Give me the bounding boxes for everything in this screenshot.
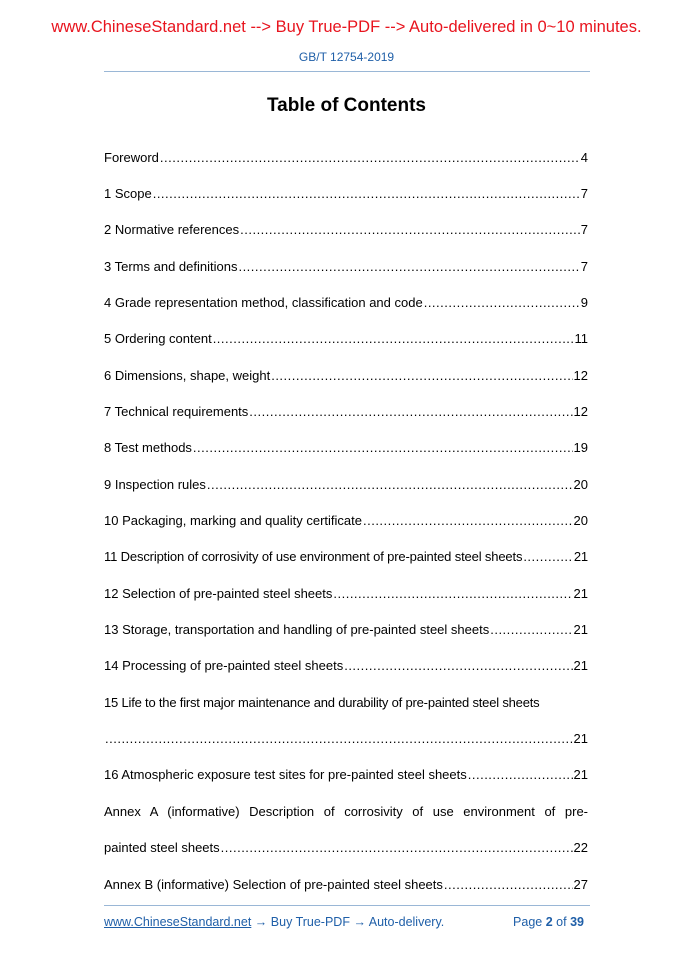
toc-entry-label-line	[104, 840, 588, 862]
toc-entry-page: 20	[573, 513, 588, 528]
toc-entry-label: 7 Technical requirements	[104, 404, 249, 419]
toc-leader-dots	[468, 767, 573, 782]
toc-entry-label: 4 Grade representation method, classification and code	[104, 295, 423, 310]
toc-entry-inspection-rules[interactable]	[104, 477, 588, 499]
toc-entry-grade-representation[interactable]	[104, 295, 588, 317]
page-indicator	[513, 915, 584, 929]
toc-entry-technical-requirements[interactable]	[104, 404, 588, 426]
toc-entry-page: 21	[573, 586, 588, 601]
toc-entry-label: 8 Test methods	[104, 440, 192, 455]
toc-entry-page: 20	[573, 477, 588, 492]
toc-leader-dots	[344, 658, 572, 673]
toc-entry-label: 2 Normative references	[104, 222, 240, 237]
toc-leader-dots	[213, 331, 574, 346]
toc-entry-dimensions[interactable]	[104, 368, 588, 390]
toc-entry-label-line: Annex A (informative) Description of corrosivity of use environment of pre-	[104, 804, 588, 819]
toc-entry-processing[interactable]	[104, 658, 588, 680]
toc-entry-storage[interactable]	[104, 622, 588, 644]
toc-entry-label: Foreword	[104, 150, 159, 165]
page-word: Page	[513, 915, 543, 929]
toc-leader-dots	[193, 440, 573, 455]
toc-leader-dots	[221, 840, 573, 855]
toc-entry-label: painted steel sheets	[104, 840, 220, 855]
toc-leader-dots	[238, 259, 579, 274]
toc-entry-leader-line	[104, 731, 588, 753]
toc-leader-dots	[249, 404, 572, 419]
toc-leader-dots	[271, 368, 572, 383]
toc-entry-annex-b[interactable]	[104, 877, 588, 899]
page-total: 39	[570, 915, 584, 929]
toc-entry-page: 7	[580, 259, 588, 274]
toc-leader-dots	[523, 549, 573, 564]
arrow-right-icon: →	[254, 915, 268, 929]
toc-entry-page: 7	[580, 186, 588, 201]
toc-leader-dots	[207, 477, 573, 492]
toc-entry-page: 12	[573, 404, 588, 419]
toc-leader-dots	[363, 513, 573, 528]
toc-entry-label: 15 Life to the first major maintenance and durability of pre-painted steel sheets	[104, 695, 540, 710]
promo-banner[interactable]: www.ChineseStandard.net --> Buy True-PDF --> Auto-delivered in 0~10 minutes.	[51, 18, 642, 36]
toc-entry-page: 21	[573, 731, 588, 746]
toc-entry-label-line	[104, 695, 588, 717]
toc-entry-page: 22	[573, 840, 588, 855]
toc-entry-page: 12	[573, 368, 588, 383]
header-divider	[104, 71, 590, 72]
toc-entry-exposure-test-sites[interactable]	[104, 767, 588, 789]
toc-entry-label: 13 Storage, transportation and handling of pre-painted steel sheets	[104, 622, 490, 637]
toc-entry-foreword[interactable]	[104, 150, 588, 172]
toc-entry-page: 19	[573, 440, 588, 455]
page-title: Table of Contents	[266, 95, 427, 116]
toc-entry-label: 12 Selection of pre-painted steel sheets	[104, 586, 333, 601]
toc-leader-dots	[160, 150, 580, 165]
toc-entry-page: 9	[580, 295, 588, 310]
toc-entry-ordering-content[interactable]	[104, 331, 588, 353]
toc-entry-page: 11	[574, 331, 588, 346]
toc-entry-label: 11 Description of corrosivity of use environment of pre-painted steel sheets	[104, 549, 523, 564]
toc-leader-dots	[105, 731, 573, 746]
toc-leader-dots	[333, 586, 572, 601]
toc-entry-label: 3 Terms and definitions	[104, 259, 238, 274]
toc-leader-dots	[490, 622, 572, 637]
toc-entry-page: 21	[573, 658, 588, 673]
footer-delivery-text: Auto-delivery.	[368, 915, 445, 929]
toc-entry-page: 21	[573, 622, 588, 637]
toc-entry-label: 6 Dimensions, shape, weight	[104, 368, 271, 383]
toc-entry-packaging[interactable]	[104, 513, 588, 535]
toc-entry-corrosivity[interactable]	[104, 549, 588, 571]
arrow-right-icon: →	[353, 915, 366, 929]
footer-site-link[interactable]: www.ChineseStandard.net	[104, 915, 252, 929]
toc-leader-dots	[240, 222, 580, 237]
toc-entry-page: 27	[573, 877, 588, 892]
toc-leader-dots	[424, 295, 580, 310]
toc-entry-label: 9 Inspection rules	[104, 477, 206, 492]
toc-entry-page: 21	[573, 549, 588, 564]
toc-entry-label: 14 Processing of pre-painted steel sheets	[104, 658, 344, 673]
toc-entry-page: 7	[580, 222, 588, 237]
footer-buy-text: Buy True-PDF	[270, 915, 350, 929]
toc-entry-normative-references[interactable]	[104, 222, 588, 244]
toc-entry-label: Annex B (informative) Selection of pre-painted steel sheets	[104, 877, 443, 892]
toc-entry-label: 5 Ordering content	[104, 331, 212, 346]
standard-number: GB/T 12754-2019	[298, 50, 395, 64]
of-word: of	[556, 915, 567, 929]
footer-divider	[104, 905, 590, 906]
toc-entry-terms-definitions[interactable]	[104, 259, 588, 281]
toc-entry-label: 1 Scope	[104, 186, 152, 201]
toc-entry-page: 21	[573, 767, 588, 782]
page-current: 2	[545, 915, 553, 929]
toc-leader-dots	[444, 877, 573, 892]
toc-entry-page: 4	[580, 150, 588, 165]
toc-entry-selection[interactable]	[104, 586, 588, 608]
toc-entry-test-methods[interactable]	[104, 440, 588, 462]
toc-entry-scope[interactable]	[104, 186, 588, 208]
toc-leader-dots	[153, 186, 580, 201]
toc-entry-label: 10 Packaging, marking and quality certificate	[104, 513, 362, 528]
toc-entry-label: 16 Atmospheric exposure test sites for pre-painted steel sheets	[104, 767, 467, 782]
page-footer	[104, 915, 588, 929]
